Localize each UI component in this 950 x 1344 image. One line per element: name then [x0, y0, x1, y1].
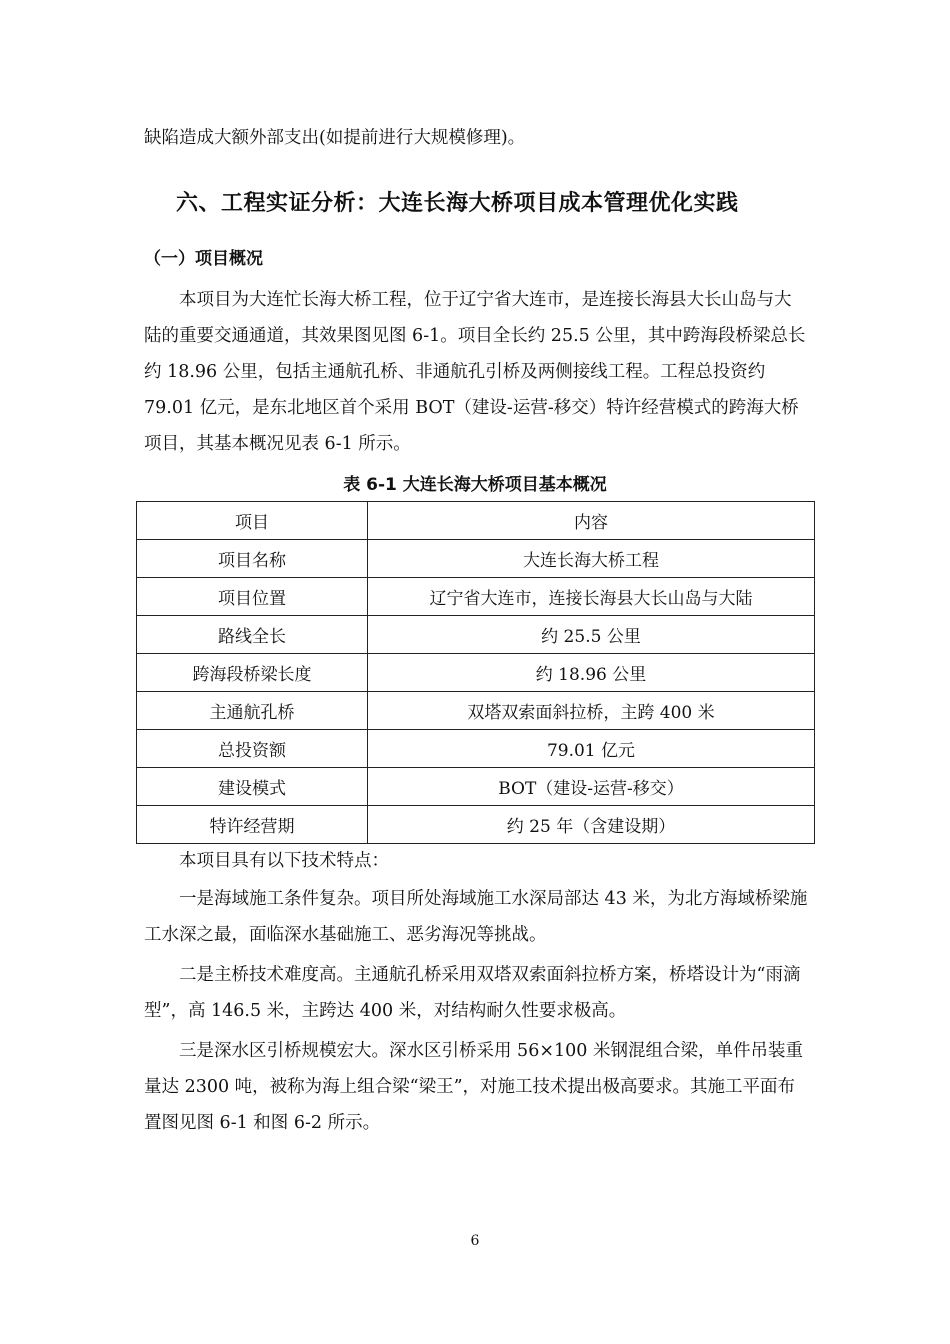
paragraph-continuation: 缺陷造成大额外部支出(如提前进行大规模修理)。	[144, 128, 526, 148]
table-header-cell: 项目	[137, 502, 368, 540]
table-header-cell: 内容	[368, 502, 815, 540]
table-cell-content: 约 25 年（含建设期）	[368, 806, 815, 844]
section-heading: 六、工程实证分析：大连长海大桥项目成本管理优化实践	[176, 191, 739, 216]
table-row	[137, 730, 815, 768]
features-intro: 本项目具有以下技术特点：	[179, 851, 389, 871]
table-cell-content: 约 18.96 公里	[368, 654, 815, 692]
table-cell-item: 项目名称	[137, 540, 368, 578]
table-cell-content: 双塔双索面斜拉桥，主跨 400 米	[368, 692, 815, 730]
subsection-heading: （一）项目概况	[144, 249, 263, 269]
table-cell-item: 路线全长	[137, 616, 368, 654]
table-row	[137, 768, 815, 806]
table-cell-content: 大连长海大桥工程	[368, 540, 815, 578]
table-cell-item: 总投资额	[137, 730, 368, 768]
table-row	[137, 692, 815, 730]
feature-paragraph-1: 一是海域施工条件复杂。项目所处海域施工水深局部达 43 米，为北方海域桥梁施工水深之最，面临深水基础施工、恶劣海况等挑战。	[144, 889, 808, 945]
page-number: 6	[470, 1233, 480, 1249]
table-cell-item: 建设模式	[137, 768, 368, 806]
feature-paragraph-2: 二是主桥技术难度高。主通航孔桥采用双塔双索面斜拉桥方案，桥塔设计为“雨滴型”，高 146.5 米，主跨达 400 米，对结构耐久性要求极高。	[144, 965, 801, 1021]
table-header-row	[137, 502, 815, 540]
table-row	[137, 806, 815, 844]
table-row	[137, 578, 815, 616]
table-cell-content: 79.01 亿元	[368, 730, 815, 768]
table-cell-item: 跨海段桥梁长度	[137, 654, 368, 692]
project-overview-table	[136, 501, 815, 844]
table-caption: 表 6-1 大连长海大桥项目基本概况	[343, 475, 607, 495]
feature-paragraph-3: 三是深水区引桥规模宏大。深水区引桥采用 56×100 米钢混组合梁，单件吊装重量达 2300 吨，被称为海上组合梁“梁王”，对施工技术提出极高要求。其施工平面布置图见图 6-1 和图 6-2 所示。	[144, 1041, 803, 1133]
intro-paragraph: 本项目为大连忙长海大桥工程，位于辽宁省大连市，是连接长海县大长山岛与大陆的重要交通通道，其效果图见图 6-1。项目全长约 25.5 公里，其中跨海段桥梁总长约 18.96 公里，包括主通航孔桥、非通航孔引桥及两侧接线工程。工程总投资约 79.01 亿元，是东北地区首个采用 BOT（建设-运营-移交）特许经营模式的跨海大桥项目，其基本概况见表 6-1 所示。	[144, 290, 806, 454]
table-row	[137, 654, 815, 692]
table-row	[137, 540, 815, 578]
table-cell-content: 辽宁省大连市，连接长海县大长山岛与大陆	[368, 578, 815, 616]
table-cell-content: 约 25.5 公里	[368, 616, 815, 654]
table-cell-item: 主通航孔桥	[137, 692, 368, 730]
table-row	[137, 616, 815, 654]
table-cell-item: 特许经营期	[137, 806, 368, 844]
table-cell-item: 项目位置	[137, 578, 368, 616]
table-cell-content: BOT（建设-运营-移交）	[368, 768, 815, 806]
